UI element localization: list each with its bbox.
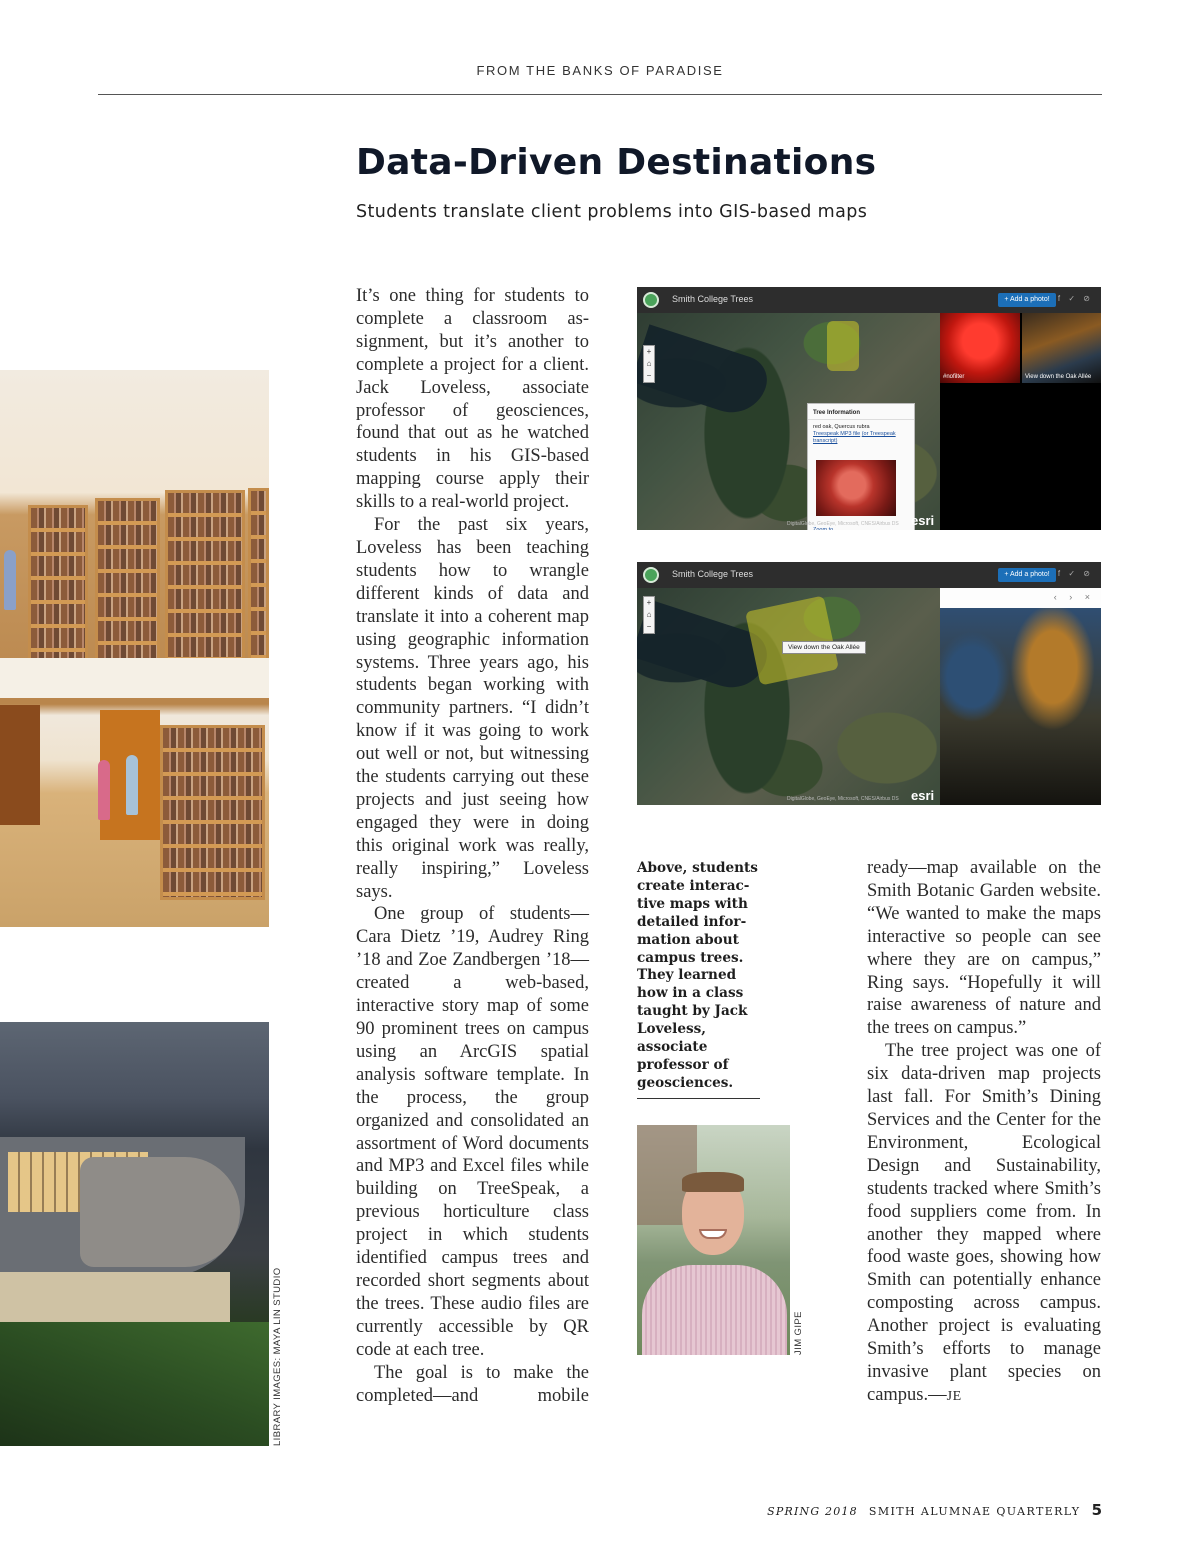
thumbnail-label: #nofilter [943, 374, 965, 380]
library-interior-image [0, 370, 269, 927]
oak-allee-photo [940, 608, 1101, 805]
paragraph: For the past six years, Loveless has been teaching students how to wrangle different kinds of data and translate it into a coherent map using geographic information systems. Three years ago, his students began working with community partners. “I didn’t know if it was going to work out well or not, but witnessing the students carrying out these projects and just seeing how engaged they were in doing this original work was really, really inspiring,” Loveless says. [356, 515, 589, 902]
library-exterior-image [0, 1022, 269, 1446]
river [637, 324, 773, 421]
satellite-map[interactable] [637, 588, 940, 805]
share-icons[interactable]: f ✓ ⊘ [1057, 294, 1093, 303]
esri-logo: esri [911, 513, 935, 528]
zoom-in-button[interactable]: + [646, 598, 652, 607]
caption-rule [637, 1098, 760, 1099]
bookshelf [28, 505, 88, 665]
home-icon[interactable]: ⌂ [646, 610, 652, 619]
jack-loveless-portrait [637, 1125, 790, 1355]
issue-season: SPRING 2018 [767, 1505, 858, 1518]
bookshelf [165, 490, 245, 665]
section-kicker: FROM THE BANKS OF PARADISE [476, 63, 724, 78]
add-photo-button[interactable]: + Add a photo! [998, 568, 1056, 582]
map-zoom-controls[interactable] [643, 345, 655, 383]
map-attribution: DigitalGlobe, GeoEye, Microsoft, CNES/Airbus DS [787, 796, 899, 802]
zoom-to-link[interactable]: Zoom to [813, 527, 834, 530]
photo-panel [940, 588, 1101, 805]
photo-panel [940, 313, 1101, 530]
author-initials: JE [946, 1388, 962, 1404]
app-logo-icon [643, 567, 659, 583]
add-photo-button[interactable]: + Add a photo! [998, 293, 1056, 307]
app-logo-icon [643, 292, 659, 308]
paragraph: One group of students—Cara Dietz ’19, Audrey Ring ’18 and Zoe Zandbergen ’18—created a web-based, interactive story map of some 90 prominent trees on campus using an ArcGIS spatial analysis software template. In the process, the group organized and consolidated an assortment of Word documents and MP3 and Excel files while building on TreeSpeak, a previous horticulture class project in which students identified campus trees and recorded short segments about the trees. These audio files are currently accessible by QR code at each tree. [356, 904, 589, 1360]
bookshelf [95, 498, 160, 665]
photo-thumbnail[interactable] [1022, 313, 1101, 383]
popup-body [808, 420, 914, 449]
map-zoom-controls[interactable] [643, 596, 655, 634]
zoom-out-button[interactable]: − [646, 371, 652, 380]
story-map-screenshot-oak-allee [637, 562, 1101, 805]
header-rule [98, 94, 1102, 95]
library-rotunda [80, 1157, 240, 1267]
story-map-screenshot-tree-info [637, 287, 1101, 530]
library-balcony [0, 658, 269, 698]
home-icon[interactable]: ⌂ [646, 359, 652, 368]
page-number: 5 [1091, 1501, 1102, 1519]
popup-title: Tree Information [808, 404, 914, 420]
bookshelf [248, 488, 269, 665]
bookshelf [160, 725, 265, 900]
map-app-title: Smith College Trees [672, 569, 754, 579]
paragraph [867, 1040, 1101, 1409]
paragraph: ready—map available on the Smith Botanic Garden website. “We wanted to make the maps interactive so people can see where they are on campus,” Ring says. “Hopefully it will raise awareness of nature and the trees on campus.” [867, 858, 1101, 1039]
article-title: Data-Driven Destinations [356, 142, 877, 183]
map-app-bar [637, 562, 1101, 588]
photo-thumbnail[interactable] [940, 313, 1020, 383]
person-figure [4, 550, 16, 610]
library-photo-credit: LIBRARY IMAGES: MAYA LIN STUDIO [272, 1267, 283, 1446]
photo-panel-toolbar [940, 588, 1101, 608]
zoom-out-button[interactable]: − [646, 622, 652, 631]
article-subtitle: Students translate client problems into GIS-based maps [356, 202, 868, 222]
thumbnail-label: View down the Oak Allée [1025, 374, 1092, 380]
paragraph: It’s one thing for students to complete a classroom assignment, but it’s another to complete a project for a client. Jack Loveless, associate professor of geosciences, found that out as he watched students in his GIS-based mapping course apply their skills to a real-world project. [356, 286, 589, 513]
treespeak-mp3-link[interactable]: Treespeak MP3 file [813, 431, 861, 437]
photo-caption: Above, students create interactive maps with detailed information about campus trees. They learned how in a class taught by Jack Loveless, associate professor of geosciences. [637, 860, 758, 1091]
article-column-right [867, 857, 1101, 1409]
page-footer [767, 1500, 1102, 1519]
map-tooltip: View down the Oak Allée [782, 641, 866, 654]
article-column-left [356, 285, 589, 1407]
map-highlight-area [827, 321, 859, 371]
map-app-title: Smith College Trees [672, 294, 754, 304]
satellite-map[interactable] [637, 313, 940, 530]
treespeak-transcript-link[interactable]: (or Treespeak transcript) [813, 431, 896, 444]
portrait-shirt [642, 1265, 787, 1355]
esri-logo: esri [911, 788, 935, 803]
map-app-bar [637, 287, 1101, 313]
tree-info-popup [807, 403, 915, 530]
person-figure [98, 760, 110, 820]
map-attribution: DigitalGlobe, GeoEye, Microsoft, CNES/Airbus DS [787, 521, 899, 527]
red-oak-leaf-photo [816, 460, 896, 516]
portrait-photo-credit: JIM GIPE [793, 1311, 804, 1355]
share-icons[interactable]: f ✓ ⊘ [1057, 569, 1093, 578]
paragraph-text: The tree project was one of six data-driven map projects last fall. For Smith’s Dining Services and the Center for the Environment, Ecological Design and Sustainability, students tracked where Smith’s food suppliers come from. In another they mapped where food waste goes, showing how Smith can potentially enhance composting across campus. Another project is evaluating Smith’s efforts to manage invasive plant species on campus.— [867, 1041, 1101, 1405]
portrait-hair [682, 1172, 744, 1192]
zoom-in-button[interactable]: + [646, 347, 652, 356]
photo-nav-controls[interactable]: ‹ › × [1053, 592, 1095, 602]
publication-name: SMITH ALUMNAE QUARTERLY [868, 1505, 1081, 1518]
person-figure [126, 755, 138, 815]
paragraph: The goal is to make the completed—and mobile [356, 1362, 589, 1406]
library-door [0, 705, 40, 825]
popup-species: red oak, Quercus rubra [813, 424, 870, 430]
library-lawn [0, 1322, 269, 1446]
